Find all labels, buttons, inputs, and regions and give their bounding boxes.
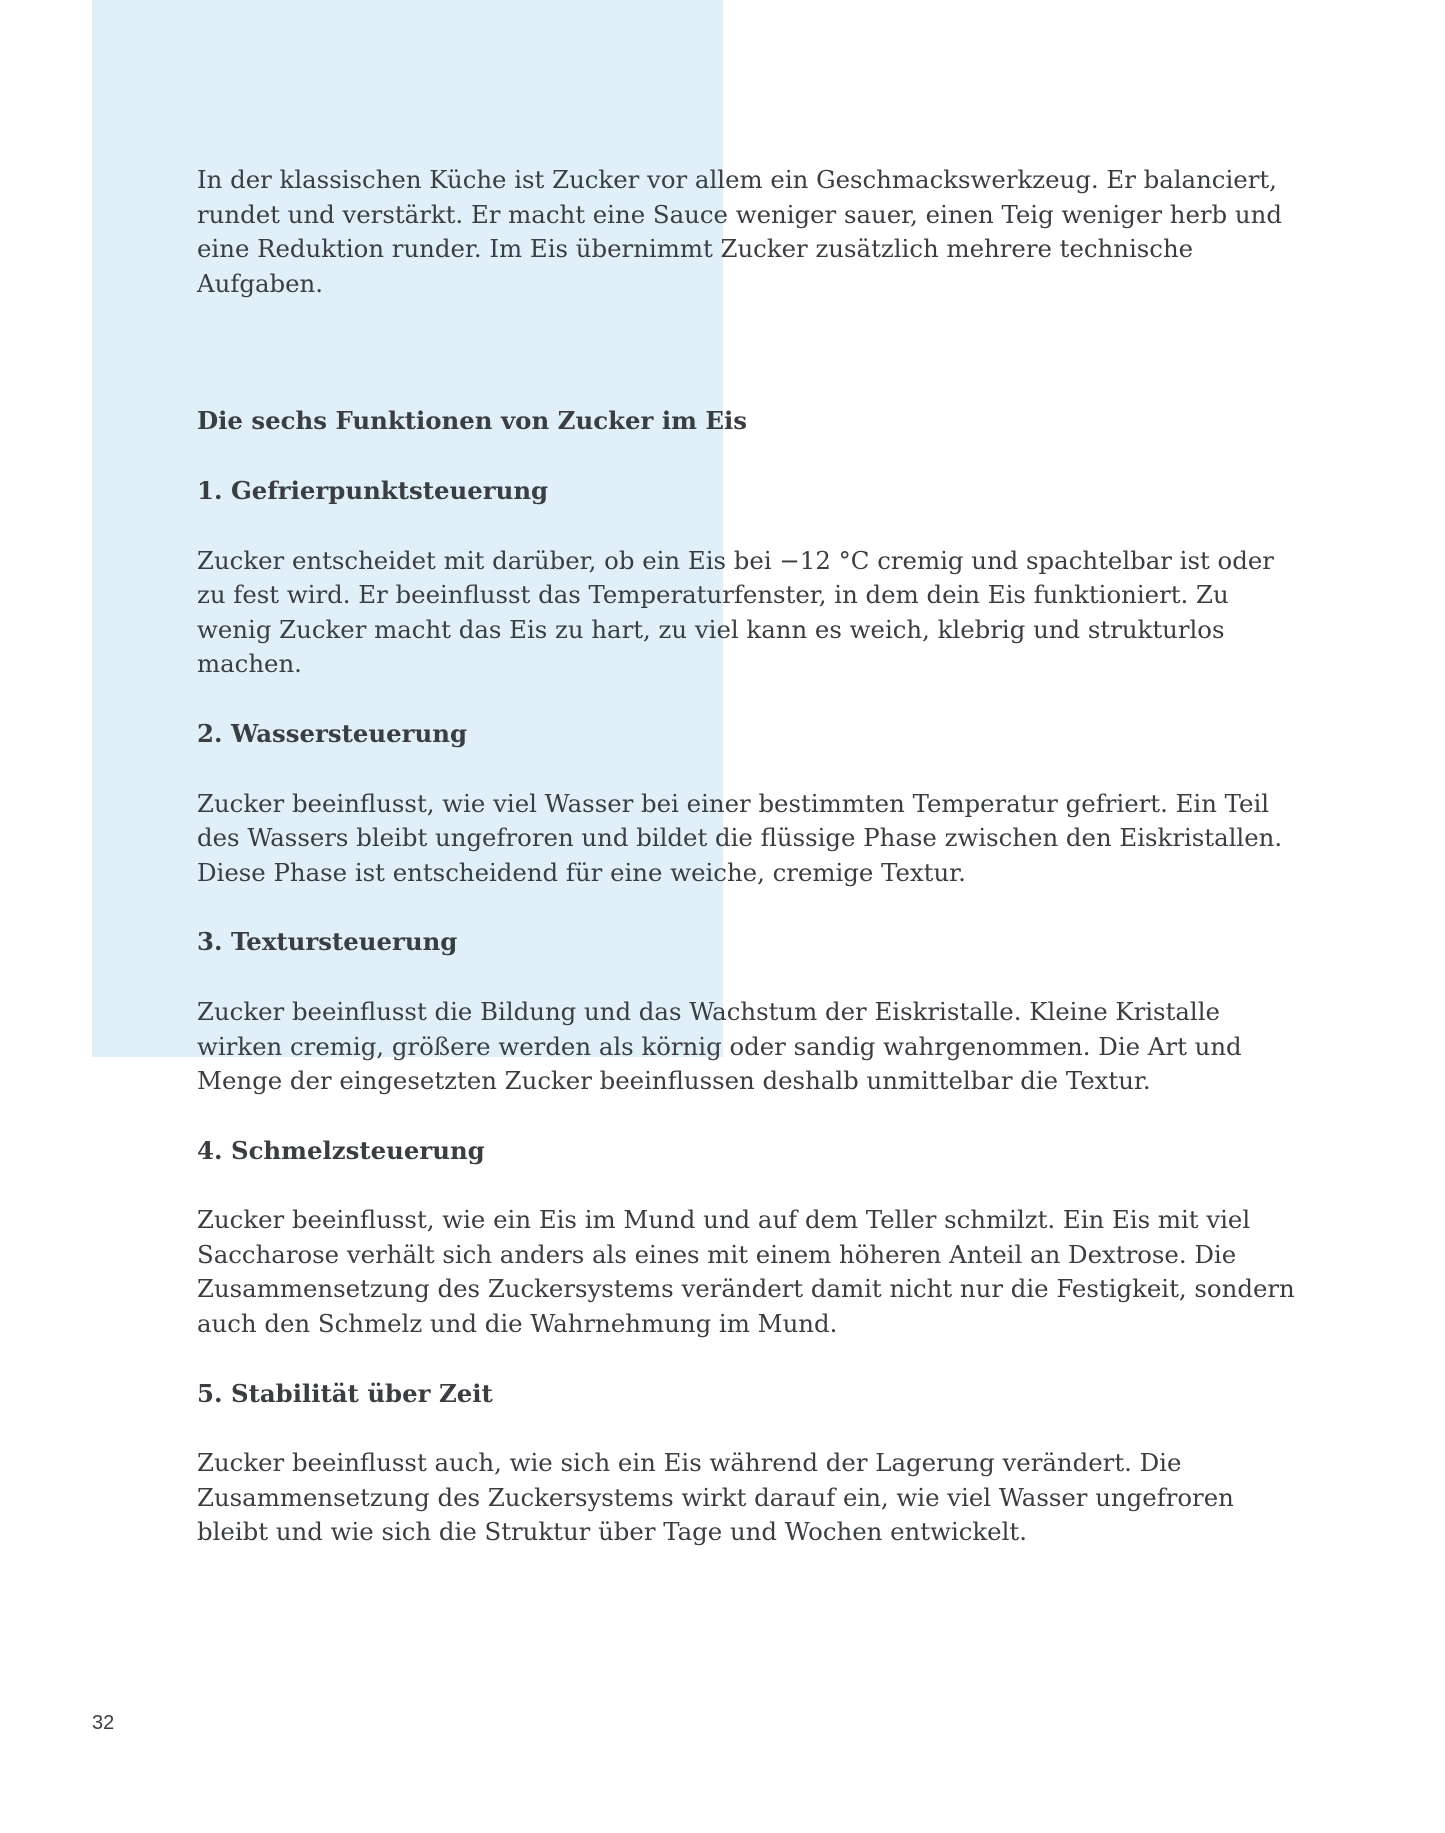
function-4-heading: 4. Schmelzsteuerung [197, 1135, 485, 1165]
function-1-text: Zucker entscheidet mit darüber, ob ein Eis bei −12 °C cremig und spachtelbar ist oder zu fest wird. Er beeinflusst das Temperaturfenster, in dem dein Eis funktioniert. Zu wenig Zucker macht das Eis zu hart, zu viel kann es weich, klebrig und strukturlos machen. [197, 545, 1274, 679]
function-2-text: Zucker beeinflusst, wie viel Wasser bei einer bestimmten Temperatur gefriert. Ein Teil des Wassers bleibt ungefroren und bildet die flüssige Phase zwischen den Eiskristallen. Diese Phase ist entscheidend für eine weiche, cremige Textur. [197, 788, 1283, 887]
page-content [197, 163, 1297, 1550]
function-2-heading: 2. Wassersteuerung [197, 718, 467, 748]
section-title: Die sechs Funktionen von Zucker im Eis [197, 406, 747, 436]
function-1-heading: 1. Gefrierpunktsteuerung [197, 475, 549, 505]
function-5-text: Zucker beeinflusst auch, wie sich ein Eis während der Lagerung verändert. Die Zusammensetzung des Zuckersystems wirkt darauf ein, wie viel Wasser ungefroren bleibt und wie sich die Struktur über Tage und Wochen entwickelt. [197, 1448, 1234, 1547]
function-4-text: Zucker beeinflusst, wie ein Eis im Mund und auf dem Teller schmilzt. Ein Eis mit viel Saccharose verhält sich anders als eines mit einem höheren Anteil an Dextrose. Die Zusammensetzung des Zuckersystems verändert damit nicht nur die Festigkeit, sondern auch den Schmelz und die Wahrnehmung im Mund. [197, 1205, 1295, 1339]
function-5-heading: 5. Stabilität über Zeit [197, 1378, 493, 1408]
page-number: 32 [92, 1712, 115, 1734]
function-3-heading: 3. Textursteuerung [197, 927, 458, 957]
function-3-text: Zucker beeinflusst die Bildung und das Wachstum der Eiskristalle. Kleine Kristalle wirken cremig, größere werden als körnig oder sandig wahrgenommen. Die Art und Menge der eingesetzten Zucker beeinflussen deshalb unmittelbar die Textur. [197, 996, 1242, 1096]
intro-paragraph: In der klassischen Küche ist Zucker vor allem ein Geschmackswerkzeug. Er balanciert, rundet und verstärkt. Er macht eine Sauce weniger sauer, einen Teig weniger herb und eine Reduktion runder. Im Eis übernimmt Zucker zusätzlich mehrere technische Aufgaben. [197, 165, 1282, 298]
